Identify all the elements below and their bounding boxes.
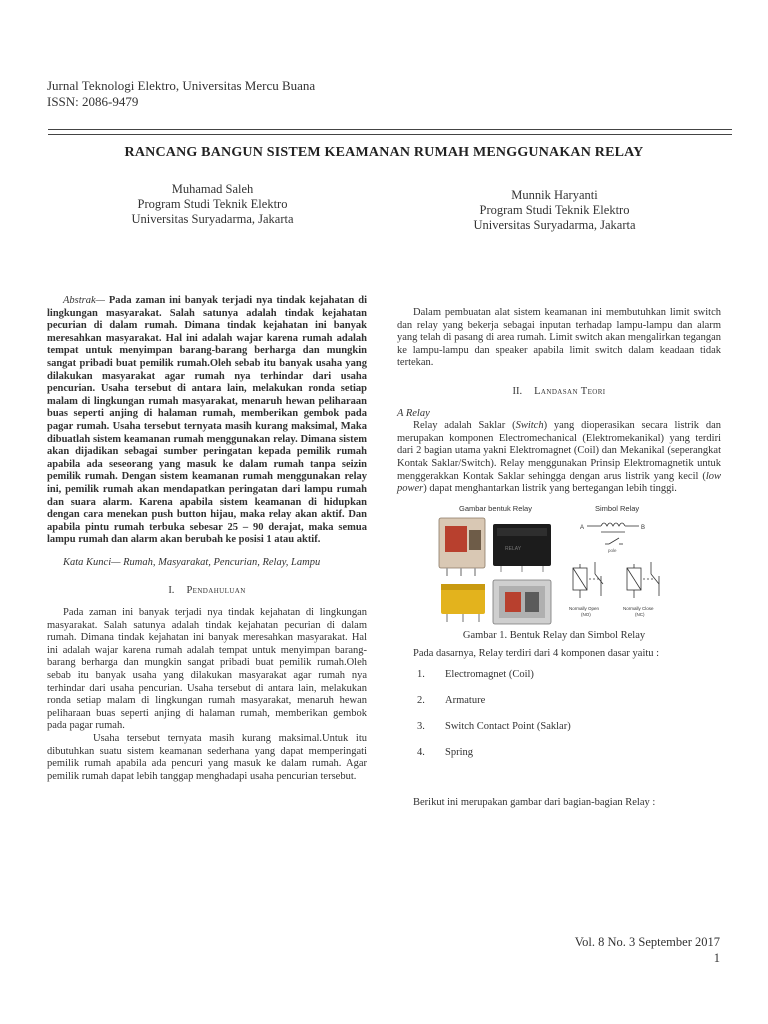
author-univ: Universitas Suryadarma, Jakarta bbox=[131, 212, 294, 226]
components-list bbox=[397, 669, 721, 773]
symbol-label-a: A bbox=[580, 524, 585, 531]
list-label: Armature bbox=[445, 694, 486, 706]
abstract-label: Abstrak— bbox=[63, 295, 105, 306]
list-item bbox=[397, 695, 721, 721]
list-number: 3. bbox=[417, 720, 425, 732]
section-title: Pendahuluan bbox=[186, 585, 246, 597]
right-intro-paragraph: Dalam pembuatan alat sistem keamanan ini membutuhkan limit switch dan relay yang bekerja sebagai inputan terhadap lampu-lampu dan alarm yang telah di pasang di area rumah. Limit switch akan mengalirkan tegangan ke lampu-lampu dan speaker apabila limit switch dalam keadaan tidak tertekan. bbox=[397, 307, 721, 369]
symbol-label-b: B bbox=[641, 524, 646, 531]
list-number: 1. bbox=[417, 668, 425, 680]
section-heading-1 bbox=[47, 585, 367, 598]
paper-title: RANCANG BANGUN SISTEM KEAMANAN RUMAH MENGGUNAKAN RELAY bbox=[124, 145, 644, 160]
switch-word: Switch bbox=[515, 420, 544, 432]
right-column bbox=[397, 307, 721, 810]
components-intro: Pada dasarnya, Relay terdiri dari 4 komponen dasar yaitu : bbox=[413, 648, 660, 660]
header-rule-bottom bbox=[48, 134, 732, 135]
relay-photo-square bbox=[493, 580, 551, 624]
low-power-word: low power bbox=[397, 470, 721, 495]
author-block-1 bbox=[105, 182, 320, 227]
header-rule-top bbox=[48, 129, 732, 130]
section-heading-2 bbox=[397, 386, 721, 399]
journal-header bbox=[47, 78, 315, 110]
author-name: Munnik Haryanti bbox=[511, 188, 598, 202]
relay-photo-clear bbox=[439, 518, 485, 576]
symbol-label-pole: pole bbox=[608, 547, 617, 553]
symbol-label-nc-1: Normally Close bbox=[623, 605, 654, 611]
list-number: 4. bbox=[417, 746, 425, 758]
figure-caption: Gambar 1. Bentuk Relay dan Simbol Relay bbox=[462, 629, 646, 641]
list-label: Electromagnet (Coil) bbox=[445, 668, 534, 680]
journal-issn: ISSN: 2086-9479 bbox=[47, 94, 139, 109]
list-label: Spring bbox=[445, 746, 474, 758]
list-label: Switch Contact Point (Saklar) bbox=[445, 720, 571, 732]
relay-photo-yellow bbox=[441, 584, 485, 622]
journal-name: Jurnal Teknologi Elektro, Universitas Mercu Buana bbox=[47, 78, 316, 93]
abstract bbox=[47, 295, 367, 547]
list-item bbox=[397, 747, 721, 773]
footer-volume: Vol. 8 No. 3 September 2017 bbox=[574, 935, 720, 949]
symbol-label-no-1: Normally Open bbox=[569, 605, 600, 611]
relay-text-3: ) dapat menghantarkan listrik yang bertegangan lebih tinggi. bbox=[423, 483, 677, 495]
relay-figure-image bbox=[437, 502, 671, 626]
page-number: 1 bbox=[713, 951, 720, 965]
intro-paragraph-1: Pada zaman ini banyak terjadi nya tindak kejahatan di lingkungan masyarakat. Salah satunya adalah tindak kejahatan pecurian di dalam rumah. Dimana tindak kejahatan ini banyak meresahkan masyarakat. Hal ini adalah wajar karena rumah adalah tempat untuk menyimpan barang-barang berharga dan mungkin sangat pribadi buat pemilik rumah.Oleh sebab itu banyak usaha yang dilakukan masyarakat agar rumah nya terhindar dari usaha pencurian. Usaha tersebut di antara lain, melakukan ronda setiap malam di lingkungan rumah masyarakat, menaruh hewan peliharaan buas seperti anjing di halaman rumah, memberikan gembok pada pagar rumah. bbox=[47, 607, 367, 732]
author-block-2 bbox=[452, 188, 657, 233]
section-title: Landasan Teori bbox=[534, 385, 606, 397]
keywords: Kata Kunci— Rumah, Masyarakat, Pencurian, Relay, Lampu bbox=[63, 556, 321, 568]
list-item bbox=[397, 669, 721, 695]
relay-paragraph bbox=[397, 420, 721, 496]
list-item bbox=[397, 721, 721, 747]
list-number: 2. bbox=[417, 694, 425, 706]
author-dept: Program Studi Teknik Elektro bbox=[137, 197, 288, 211]
intro-paragraph-2: Usaha tersebut ternyata masih kurang maksimal.Untuk itu dibutuhkan suatu sistem keamanan sederhana yang dapat memperingati pemilik rumah apabila ada pencuri yang masuk ke dalam rumah. Agar pemilik rumah dapat lebih tanggap menghadapi usaha pencurian tersebut. bbox=[47, 733, 367, 782]
symbol-label-no-2: (NO) bbox=[581, 611, 591, 617]
author-name: Muhamad Saleh bbox=[171, 182, 254, 196]
left-column bbox=[47, 295, 367, 783]
abstract-text: Pada zaman ini banyak terjadi nya tindak kejahatan di lingkungan masyarakat. Salah satunya adalah tindak kejahatan pecurian di dalam rumah. Dimana tindak kejahatan ini banyak meresahkan masyarakat. Hal ini adalah wajar karena rumah adalah tempat untuk menyimpan barang-barang berharga dan mungkin sangat pribadi buat pemilik rumah.Oleh sebab itu banyak usaha yang dilakukan masyarakat agar rumah nya terhindar dari usaha pencurian. Usaha tersebut di antara lain, melakukan ronda setiap malam di lingkungan rumah masyarakat, menaruh hewan peliharaan buas seperti anjing di halaman rumah, memberikan gembok pada pagar rumah. Usaha tersebut ternyata masih kurang maksimal, Maka dibuatlah sistem keamanan rumah menggunakan relay. Dimana sistem akan dijadikan sebagai sumber peringatan kepada pemilik rumah apabila ada seseorang yang masuk ke dalam rumah tanpa seizin pemilik rumah. Dengan sistem keamanan rumah menggunakan relay ini, pemilik rumah akan mendapatkan peringatan dari lampu rumah dan suara alarm. Karena apabila sistem keamanan di hidupkan dengan cara menekan push button hijau, maka relay akan aktif. Dan apabila pintu rumah terbuka sebesar 25 – 90 derajat, maka semua lampu rumah dan alarm akan berubah ke posisi 1 atau aktif. bbox=[47, 295, 367, 546]
author-dept: Program Studi Teknik Elektro bbox=[479, 203, 630, 217]
after-list-paragraph: Berikut ini merupakan gambar dari bagian-bagian Relay : bbox=[413, 796, 656, 808]
figure-label-symbol: Simbol Relay bbox=[595, 503, 640, 513]
section-number: I. bbox=[168, 585, 175, 597]
relay-photo-black bbox=[493, 524, 551, 572]
symbol-label-nc-2: (NC) bbox=[635, 611, 645, 617]
relay-text-2: ) yang dioperasikan secara listrik dan merupakan komponen Electromechanical (Elektromekanikal) yang terdiri dari 2 bagian utama yakni Elektromagnet (Coil) dan Mekanikal (seperangkat Kontak Saklar/Switch). Relay menggunakan Prinsip Elektromagnetik untuk menggerakkan Kontak Saklar sehingga dengan arus listrik yang kecil ( bbox=[397, 420, 721, 482]
figure-label-shapes: Gambar bentuk Relay bbox=[459, 503, 532, 513]
subsection-heading-relay: A Relay bbox=[397, 407, 430, 419]
author-univ: Universitas Suryadarma, Jakarta bbox=[473, 218, 636, 232]
svg-text:RELAY: RELAY bbox=[505, 545, 522, 552]
relay-figure bbox=[437, 502, 671, 626]
relay-text-1: Relay adalah Saklar ( bbox=[413, 420, 516, 432]
section-number: II. bbox=[512, 385, 523, 397]
